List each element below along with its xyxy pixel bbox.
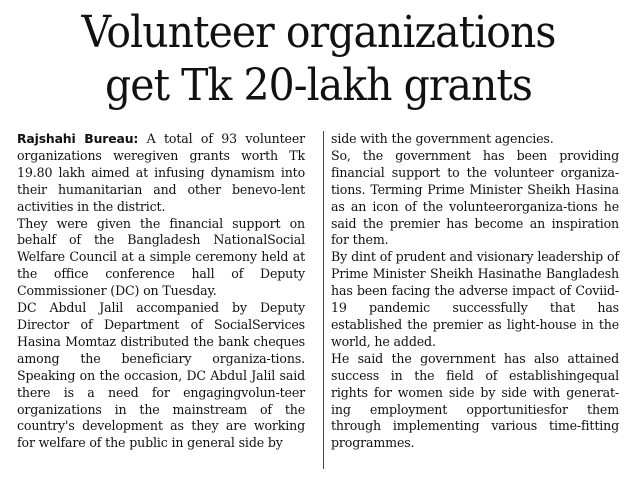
- article-paragraph: side with the government agencies.: [331, 131, 554, 146]
- article-right-column: [331, 131, 619, 452]
- headline-line-2: get Tk 20-lakh grants: [105, 60, 532, 111]
- byline: Rajshahi Bureau:: [17, 131, 139, 146]
- article-paragraph: He said the government has also attained success in the field of establishingequal rights for women side by side with generat-ing employment opportunitiesfor them through implementing various time-fitting programmes.: [331, 350, 619, 451]
- headline: [22, 6, 614, 112]
- article-left-column: [17, 131, 305, 452]
- article-paragraph: By dint of prudent and visionary leadership of Prime Minister Sheikh Hasinathe Bangladesh has been facing the adverse impact of Coviid-19 pandemic successfully that has established the premier as light-house in the world, he added.: [331, 249, 619, 349]
- article-paragraph: DC Abdul Jalil accompanied by Deputy Director of Department of SocialServices Hasina Momtaz distributed the bank cheques among the beneficiary organiza-tions. Speaking on the occasion, DC Abdul Jalil said there is a need for engagingvolun-teer organizations in the mainstream of the country's development as they are working for welfare of the public in general side by: [17, 300, 305, 451]
- article-paragraph: They were given the financial support on behalf of the Bangladesh NationalSocial Welfare Council at a simple ceremony held at the office conference hall of Deputy Commissioner (DC) on Tuesday.: [17, 215, 305, 299]
- lead-text: A total of 93 volunteer organizations weregiven grants worth Tk 19.80 lakh aimed at infusing dynamism into their humanitarian and other benevo-lent activities in the district.: [17, 131, 306, 214]
- column-divider: [323, 131, 324, 469]
- headline-line-1: Volunteer organizations: [81, 7, 556, 58]
- article-paragraph: So, the government has been providing financial support to the volunteer organiza-tions. Terming Prime Minister Sheikh Hasina as an icon of the volunteerorganiza-tions he said the premier has become an inspiration for them.: [331, 147, 619, 248]
- article-paragraph: [17, 131, 305, 216]
